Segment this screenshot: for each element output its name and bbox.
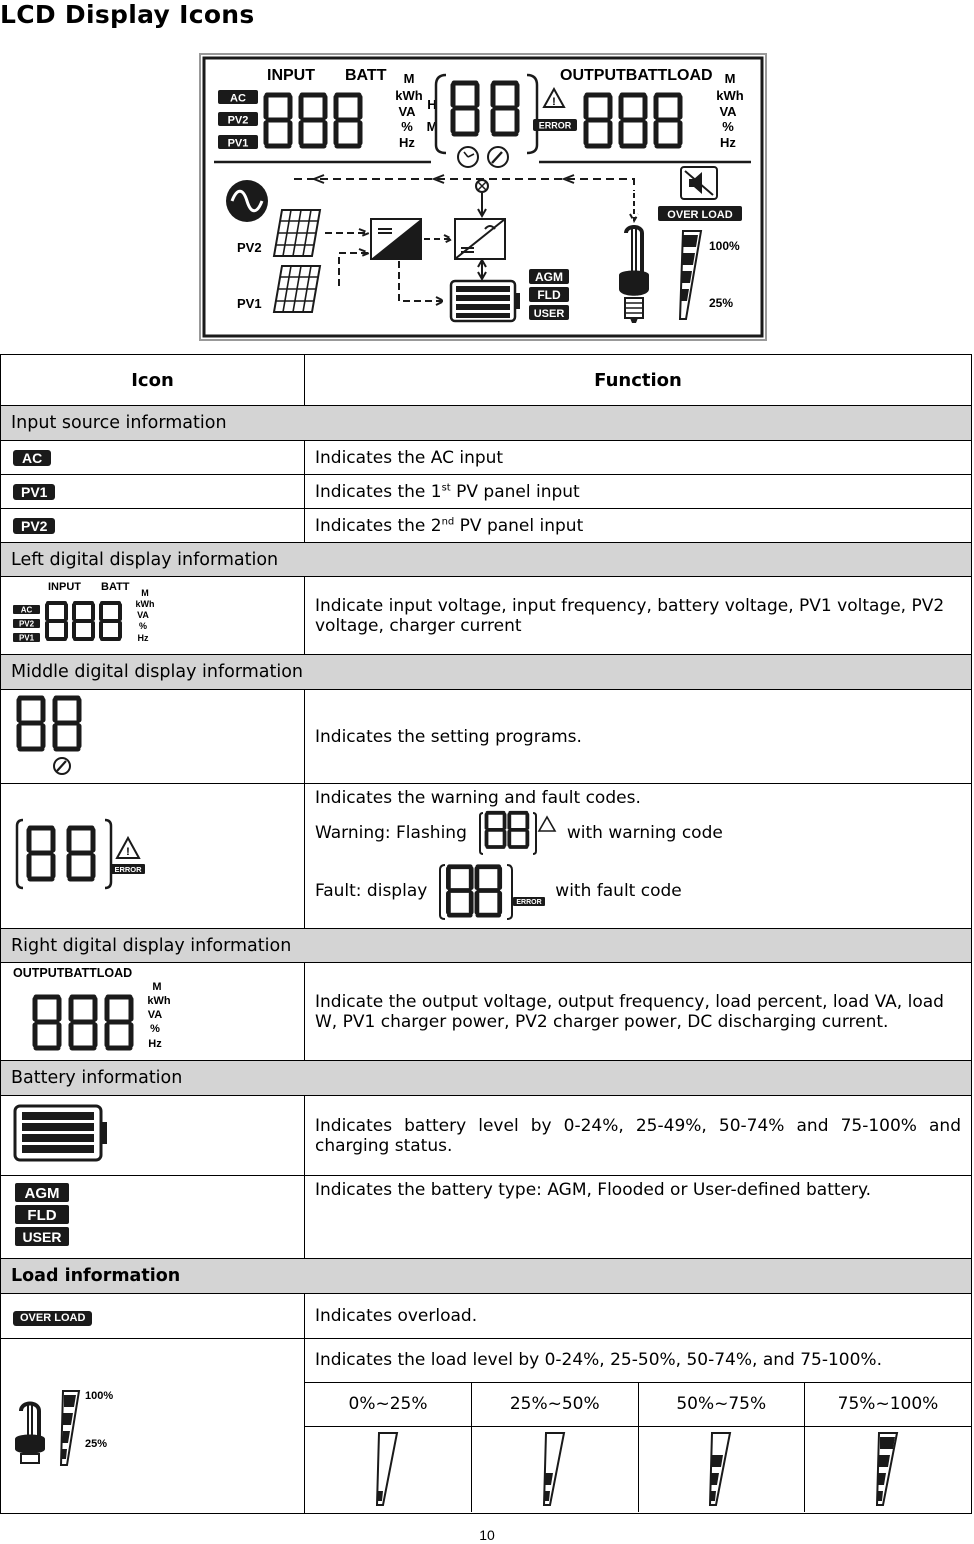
load-level-header: 75%~100% (805, 1382, 972, 1426)
row-warning-fault-function: Indicates the warning and fault codes. Warning: Flashing with warning code Fault: display ERROR with fault code (305, 784, 972, 929)
row-battery-type-function: Indicates the battery type: AGM, Flooded or User-defined battery. (305, 1176, 972, 1259)
section-battery: Battery information (1, 1061, 972, 1096)
lcd-agm-badge: AGM (535, 270, 563, 284)
svg-text:VA: VA (147, 1009, 163, 1021)
section-load: Load information (1, 1259, 972, 1294)
pv2-badge-icon: PV2 (13, 518, 55, 534)
svg-text:M: M (426, 119, 438, 134)
svg-text:kWh: kWh (147, 995, 171, 1007)
svg-text:M: M (724, 71, 736, 86)
lcd-fld-badge: FLD (537, 288, 561, 302)
lcd-pv1-panel-icon (274, 266, 320, 312)
svg-text:kWh: kWh (395, 88, 423, 103)
svg-text:!: ! (552, 96, 556, 108)
lcd-pv2-badge: PV2 (227, 114, 249, 127)
lcd-panel-diagram (199, 53, 767, 341)
svg-text:ERROR: ERROR (114, 864, 142, 874)
svg-text:kWh: kWh (716, 88, 744, 103)
row-right-display-function: Indicate the output voltage, output frequency, load percent, load VA, load W, PV1 charger power, PV2 charger power, DC discharging current. (305, 963, 972, 1061)
svg-text:PV1: PV1 (18, 633, 35, 643)
bulb-icon (15, 1403, 45, 1463)
svg-text:AGM: AGM (24, 1184, 60, 1202)
lcd-error-badge: ERROR (538, 120, 572, 131)
lcd-user-badge: USER (533, 308, 565, 320)
svg-text:VA: VA (137, 610, 149, 620)
svg-text:%: % (722, 119, 734, 134)
load-level-table (305, 1339, 971, 1512)
battery-type-icon (13, 1181, 73, 1249)
lcd-battery-icon (451, 281, 520, 321)
svg-text:OUTPUTBATTLOAD: OUTPUTBATTLOAD (13, 966, 133, 980)
setting-digits-icon (13, 692, 93, 776)
column-header-icon: Icon (1, 355, 305, 406)
warning-error-digits-icon (13, 814, 145, 894)
load-level-header: 0%~25% (305, 1382, 472, 1426)
lcd-batt-label: BATT (345, 67, 387, 84)
pv1-badge-icon: PV1 (13, 484, 55, 500)
battery-level-icon (13, 1102, 109, 1164)
svg-text:kWh: kWh (135, 599, 155, 609)
section-right-display: Right digital display information (1, 929, 972, 963)
column-header-function: Function (305, 355, 972, 406)
section-middle-display: Middle digital display information (1, 655, 972, 690)
load-level-1-icon (373, 1427, 403, 1507)
svg-text:Hz: Hz (399, 135, 415, 150)
lcd-overload-badge: OVER LOAD (667, 209, 733, 221)
row-pv2-function: Indicates the 2nd PV panel input (305, 509, 972, 543)
svg-text:BATT: BATT (101, 581, 130, 593)
svg-text:Hz: Hz (720, 135, 736, 150)
row-load-level-function: Indicates the load level by 0-24%, 25-50%, 50-74%, and 75-100%. (305, 1339, 971, 1382)
row-left-display-function: Indicate input voltage, input frequency, battery voltage, PV1 voltage, PV2 voltage, charger current (305, 577, 972, 655)
row-overload-function: Indicates overload. (305, 1294, 972, 1339)
lcd-pv1-badge: PV1 (227, 137, 249, 150)
load-level-2-icon (540, 1427, 570, 1507)
svg-text:M: M (141, 588, 149, 598)
right-display-icon (13, 965, 183, 1053)
svg-text:VA: VA (719, 104, 737, 119)
svg-text:25%: 25% (85, 1437, 108, 1450)
overload-badge-icon: OVER LOAD (13, 1311, 92, 1326)
row-pv1-function: Indicates the 1st PV panel input (305, 475, 972, 509)
svg-text:M: M (152, 981, 162, 993)
svg-text:!: ! (126, 845, 130, 858)
svg-text:Hz: Hz (148, 1038, 162, 1050)
warning-flash-icon (477, 809, 557, 857)
svg-text:PV2: PV2 (18, 619, 35, 629)
left-display-icon (13, 579, 159, 647)
svg-text:H: H (427, 97, 437, 112)
lcd-pct-100: 100% (709, 239, 740, 253)
fault-display-icon (437, 861, 545, 921)
svg-text:M: M (403, 71, 415, 86)
svg-text:%: % (150, 1023, 160, 1035)
lcd-pct-25: 25% (709, 296, 734, 310)
lcd-pv2-label: PV2 (237, 240, 262, 255)
lcd-input-label: INPUT (267, 67, 315, 84)
section-left-display: Left digital display information (1, 543, 972, 577)
section-input-source: Input source information (1, 406, 972, 441)
page-number: 10 (479, 1527, 495, 1543)
lcd-ac-badge: AC (230, 92, 246, 105)
load-level-header: 50%~75% (638, 1382, 805, 1426)
lcd-pv1-label: PV1 (237, 296, 262, 311)
svg-text:Hz: Hz (137, 633, 149, 643)
row-ac-function: Indicates the AC input (305, 441, 972, 475)
svg-text:USER: USER (22, 1228, 62, 1245)
svg-text:FLD: FLD (27, 1206, 57, 1224)
lcd-output-label: OUTPUTBATTLOAD (560, 67, 713, 84)
svg-text:100%: 100% (85, 1389, 114, 1402)
icon-function-table (0, 354, 972, 1514)
page-title: LCD Display Icons (0, 0, 255, 29)
row-setting-function: Indicates the setting programs. (305, 690, 972, 784)
row-battery-level-function: Indicates battery level by 0-24%, 25-49%, 50-74% and 75-100% and charging status. (305, 1096, 972, 1176)
svg-text:AC: AC (20, 605, 33, 615)
svg-text:%: % (401, 119, 413, 134)
load-level-header: 25%~50% (472, 1382, 639, 1426)
svg-text:VA: VA (398, 104, 416, 119)
lcd-pv2-panel-icon (274, 210, 320, 256)
load-level-3-icon (706, 1427, 736, 1507)
load-level-4-icon (873, 1427, 903, 1507)
svg-text:ERROR: ERROR (516, 899, 542, 906)
ac-badge-icon: AC (13, 450, 51, 466)
load-level-icon (13, 1381, 133, 1467)
svg-text:INPUT: INPUT (48, 581, 81, 593)
svg-text:%: % (138, 621, 148, 631)
